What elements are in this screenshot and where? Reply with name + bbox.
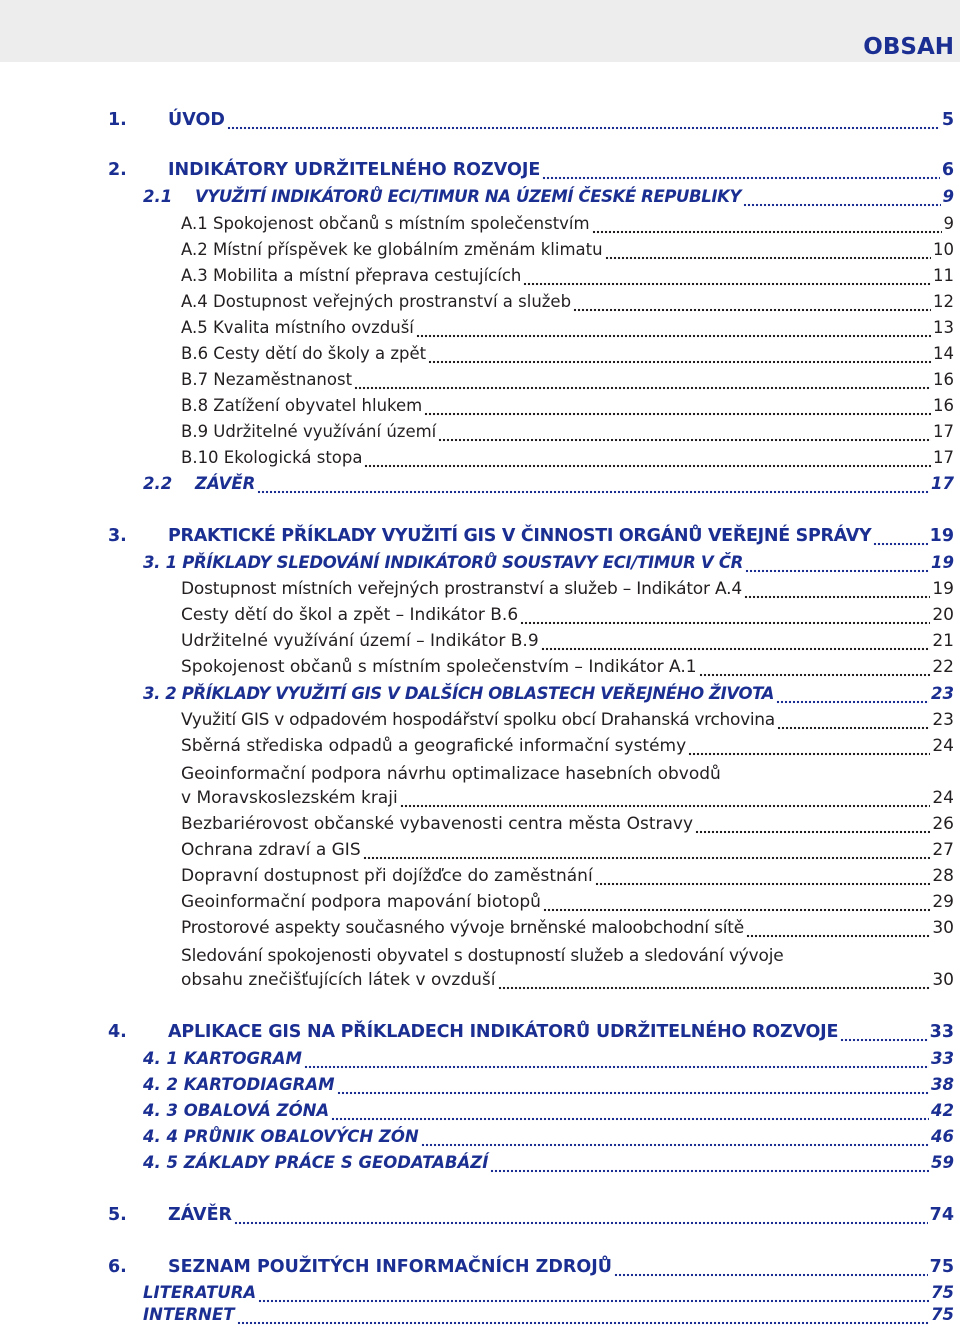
toc-title: LITERATURA <box>143 1283 257 1302</box>
toc-leader-dots <box>331 1101 929 1127</box>
toc-page: 13 <box>933 318 954 337</box>
toc-title: INDIKÁTORY UDRŽITELNÉHO ROZVOJE <box>168 160 541 180</box>
toc-leader-dots <box>364 448 931 474</box>
toc-entry-indicator[interactable] <box>181 396 954 422</box>
toc-entry-indicator[interactable] <box>181 422 954 448</box>
toc-number: 6. <box>108 1257 127 1277</box>
toc-leader-dots <box>541 631 931 657</box>
toc-leader-dots <box>237 1305 930 1331</box>
toc-title: obsahu znečišťujících látek v ovzduší <box>181 970 496 990</box>
toc-leader-dots <box>257 474 929 500</box>
toc-page: 10 <box>933 240 954 259</box>
toc-title: ZÁVĚR <box>195 474 256 493</box>
toc-leader-dots <box>498 970 931 996</box>
toc-page: 9 <box>942 187 954 206</box>
toc-page: 19 <box>932 579 954 599</box>
toc-title: Prostorové aspekty současného vývoje brněnské maloobchodní sítě <box>181 918 745 938</box>
toc-leader-dots <box>424 396 931 422</box>
toc-number: 2.2 <box>143 474 173 493</box>
toc-entry-section[interactable] <box>143 1101 954 1127</box>
toc-leader-dots <box>776 684 929 710</box>
toc-page: 23 <box>932 710 954 730</box>
toc-entry-indicator[interactable] <box>181 266 954 292</box>
toc-entry-section[interactable] <box>143 474 954 500</box>
toc-entry-indicator[interactable] <box>181 370 954 396</box>
toc-number: 4. <box>108 1022 127 1042</box>
toc-page: 12 <box>933 292 954 311</box>
toc-leader-dots <box>573 292 931 318</box>
toc-leader-dots <box>543 892 930 918</box>
toc-leader-dots <box>438 422 931 448</box>
toc-page: 59 <box>931 1153 954 1172</box>
toc-page: 22 <box>932 657 954 677</box>
toc-leader-dots <box>520 605 930 631</box>
toc-entry-section[interactable] <box>143 187 954 213</box>
toc-entry-example[interactable] <box>181 605 954 631</box>
toc-page: 74 <box>929 1205 954 1225</box>
toc-entry-chapter[interactable] <box>108 160 954 186</box>
toc-entry-example[interactable] <box>181 631 954 657</box>
toc-title: 3. 2 PŘÍKLADY VYUŽITÍ GIS V DALŠÍCH OBLASTECH VEŘEJNÉHO ŽIVOTA <box>143 684 775 703</box>
toc-page: 30 <box>932 918 954 938</box>
toc-title: A.1 Spokojenost občanů s místním společenstvím <box>181 214 590 233</box>
toc-title: A.5 Kvalita místního ovzduší <box>181 318 414 337</box>
toc-page: 16 <box>933 396 954 415</box>
toc-entry-chapter[interactable] <box>108 110 954 136</box>
toc-title: B.9 Udržitelné využívání území <box>181 422 437 441</box>
toc-title: B.6 Cesty dětí do školy a zpět <box>181 344 427 363</box>
toc-title: A.4 Dostupnost veřejných prostranství a služeb <box>181 292 572 311</box>
toc-title: INTERNET <box>143 1305 235 1324</box>
toc-number: 2. <box>108 160 127 180</box>
toc-leader-dots <box>614 1257 928 1283</box>
toc-leader-dots <box>421 1127 929 1153</box>
toc-leader-dots <box>363 840 931 866</box>
toc-page: 33 <box>931 1049 954 1068</box>
toc-number: 3. <box>108 526 127 546</box>
toc-entry-example[interactable] <box>181 918 954 944</box>
toc-entry-example[interactable] <box>181 970 954 996</box>
toc-title: v Moravskoslezském kraji <box>181 788 398 808</box>
toc-entry-section[interactable] <box>143 1305 954 1331</box>
toc-leader-dots <box>490 1153 929 1179</box>
toc-title-first-line: Sledování spokojenosti obyvatel s dostupností služeb a sledování vývoje <box>181 946 784 966</box>
toc-title: B.8 Zatížení obyvatel hlukem <box>181 396 423 415</box>
toc-entry-example[interactable] <box>181 892 954 918</box>
toc-title: Ochrana zdraví a GIS <box>181 840 361 860</box>
toc-entry-example[interactable] <box>181 736 954 762</box>
toc-leader-dots <box>595 866 931 892</box>
toc-entry-example[interactable] <box>181 710 954 736</box>
toc-entry-chapter[interactable] <box>108 526 954 552</box>
toc-page: 21 <box>932 631 954 651</box>
toc-title: Bezbariérovost občanské vybavenosti centra města Ostravy <box>181 814 694 834</box>
toc-title: ÚVOD <box>168 110 225 130</box>
toc-page: 24 <box>932 736 954 756</box>
toc-leader-dots <box>416 318 931 344</box>
toc-entry-indicator[interactable] <box>181 292 954 318</box>
toc-entry-section[interactable] <box>143 553 954 579</box>
toc-page: 11 <box>933 266 954 285</box>
toc-page: 17 <box>931 474 954 493</box>
toc-entry-indicator[interactable] <box>181 240 954 266</box>
page-title: OBSAH <box>863 34 954 60</box>
toc-title: A.2 Místní příspěvek ke globálním změnám klimatu <box>181 240 603 259</box>
toc-page: 75 <box>929 1257 954 1277</box>
toc-page: 30 <box>932 970 954 990</box>
toc-title: Spokojenost občanů s místním společenstvím – Indikátor A.1 <box>181 657 697 677</box>
toc-title: A.3 Mobilita a místní přeprava cestujících <box>181 266 522 285</box>
toc-leader-dots <box>400 788 931 814</box>
toc-leader-dots <box>542 160 939 186</box>
toc-page: 27 <box>932 840 954 860</box>
toc-page: 17 <box>933 422 954 441</box>
toc-page: 46 <box>931 1127 954 1146</box>
toc-page: 14 <box>933 344 954 363</box>
toc-page: 9 <box>943 214 954 233</box>
toc-page: 24 <box>932 788 954 808</box>
toc-leader-dots <box>746 918 930 944</box>
toc-page: 16 <box>933 370 954 389</box>
toc-entry-section[interactable] <box>143 1049 954 1075</box>
toc-entry-indicator[interactable] <box>181 344 954 370</box>
toc-page: 20 <box>932 605 954 625</box>
toc-leader-dots <box>873 526 927 552</box>
toc-page: 17 <box>933 448 954 467</box>
toc-title: Cesty dětí do škol a zpět – Indikátor B.6 <box>181 605 519 625</box>
toc-leader-dots <box>745 553 929 579</box>
toc-leader-dots <box>227 110 940 136</box>
toc-page: 75 <box>931 1283 954 1302</box>
toc-entry-example[interactable] <box>181 840 954 866</box>
toc-title: 4. 4 PRŮNIK OBALOVÝCH ZÓN <box>143 1127 419 1146</box>
toc-leader-dots <box>337 1075 929 1101</box>
toc-title: Udržitelné využívání území – Indikátor B.9 <box>181 631 539 651</box>
toc-leader-dots <box>592 214 942 240</box>
toc-leader-dots <box>354 370 931 396</box>
toc-entry-chapter[interactable] <box>108 1257 954 1283</box>
toc-title: 4. 3 OBALOVÁ ZÓNA <box>143 1101 330 1120</box>
toc-entry-example[interactable] <box>181 814 954 840</box>
toc-page: 42 <box>931 1101 954 1120</box>
toc-page: 23 <box>931 684 954 703</box>
toc-leader-dots <box>840 1022 927 1048</box>
toc-entry-section[interactable] <box>143 1153 954 1179</box>
toc-title: SEZNAM POUŽITÝCH INFORMAČNÍCH ZDROJŮ <box>168 1257 612 1277</box>
toc-page: 19 <box>929 526 954 546</box>
toc-entry-indicator[interactable] <box>181 214 954 240</box>
toc-title: Využití GIS v odpadovém hospodářství spolku obcí Drahanská vrchovina <box>181 710 775 730</box>
toc-number: 2.1 <box>143 187 173 206</box>
toc-title: PRAKTICKÉ PŘÍKLADY VYUŽITÍ GIS V ČINNOSTI ORGÁNŮ VEŘEJNÉ SPRÁVY <box>168 526 872 546</box>
toc-leader-dots <box>234 1205 928 1231</box>
toc-title: APLIKACE GIS NA PŘÍKLADECH INDIKÁTORŮ UDRŽITELNÉHO ROZVOJE <box>168 1022 839 1042</box>
toc-entry-indicator[interactable] <box>181 318 954 344</box>
toc-leader-dots <box>777 710 930 736</box>
toc-page: 33 <box>929 1022 954 1042</box>
toc-entry-section[interactable] <box>143 1075 954 1101</box>
toc-page: 29 <box>932 892 954 912</box>
toc-title: Dostupnost místních veřejných prostranství a služeb – Indikátor A.4 <box>181 579 742 599</box>
toc-title: ZÁVĚR <box>168 1205 233 1225</box>
toc-leader-dots <box>744 579 930 605</box>
toc-leader-dots <box>605 240 931 266</box>
toc-title: VYUŽITÍ INDIKÁTORŮ ECI/TIMUR NA ÚZEMÍ ČESKÉ REPUBLIKY <box>195 187 742 206</box>
toc-title: Dopravní dostupnost při dojížďce do zaměstnání <box>181 866 593 886</box>
toc-title: 4. 5 ZÁKLADY PRÁCE S GEODATABÁZÍ <box>143 1153 489 1172</box>
toc-entry-section[interactable] <box>143 1127 954 1153</box>
toc-leader-dots <box>523 266 931 292</box>
toc-title: 3. 1 PŘÍKLADY SLEDOVÁNÍ INDIKÁTORŮ SOUSTAVY ECI/TIMUR V ČR <box>143 553 744 572</box>
toc-entry-example[interactable] <box>181 579 954 605</box>
toc-leader-dots <box>743 187 941 213</box>
toc-title: Sběrná střediska odpadů a geografické informační systémy <box>181 736 687 756</box>
toc-title-first-line: Geoinformační podpora návrhu optimalizace hasebních obvodů <box>181 764 721 784</box>
toc-entry-section[interactable] <box>143 684 954 710</box>
toc-entry-example[interactable] <box>181 657 954 683</box>
toc-title: Geoinformační podpora mapování biotopů <box>181 892 541 912</box>
toc-title: 4. 1 KARTOGRAM <box>143 1049 302 1068</box>
toc-title: B.7 Nezaměstnanost <box>181 370 353 389</box>
toc-entry-example[interactable] <box>181 866 954 892</box>
toc-number: 1. <box>108 110 127 130</box>
toc-number: 5. <box>108 1205 127 1225</box>
toc-page: 19 <box>931 553 954 572</box>
toc-leader-dots <box>428 344 931 370</box>
toc-leader-dots <box>688 736 930 762</box>
toc-page: 28 <box>932 866 954 886</box>
toc-page: 38 <box>931 1075 954 1094</box>
toc-entry-example[interactable] <box>181 788 954 814</box>
toc-title: B.10 Ekologická stopa <box>181 448 363 467</box>
toc-page: 5 <box>941 110 954 130</box>
toc-leader-dots <box>695 814 930 840</box>
toc-entry-indicator[interactable] <box>181 448 954 474</box>
toc-leader-dots <box>304 1049 929 1075</box>
toc-entry-chapter[interactable] <box>108 1205 954 1231</box>
toc-entry-chapter[interactable] <box>108 1022 954 1048</box>
toc-page: 6 <box>941 160 954 180</box>
toc-page: 26 <box>932 814 954 834</box>
toc-page: 75 <box>931 1305 954 1324</box>
toc-title: 4. 2 KARTODIAGRAM <box>143 1075 335 1094</box>
toc-leader-dots <box>699 657 931 683</box>
